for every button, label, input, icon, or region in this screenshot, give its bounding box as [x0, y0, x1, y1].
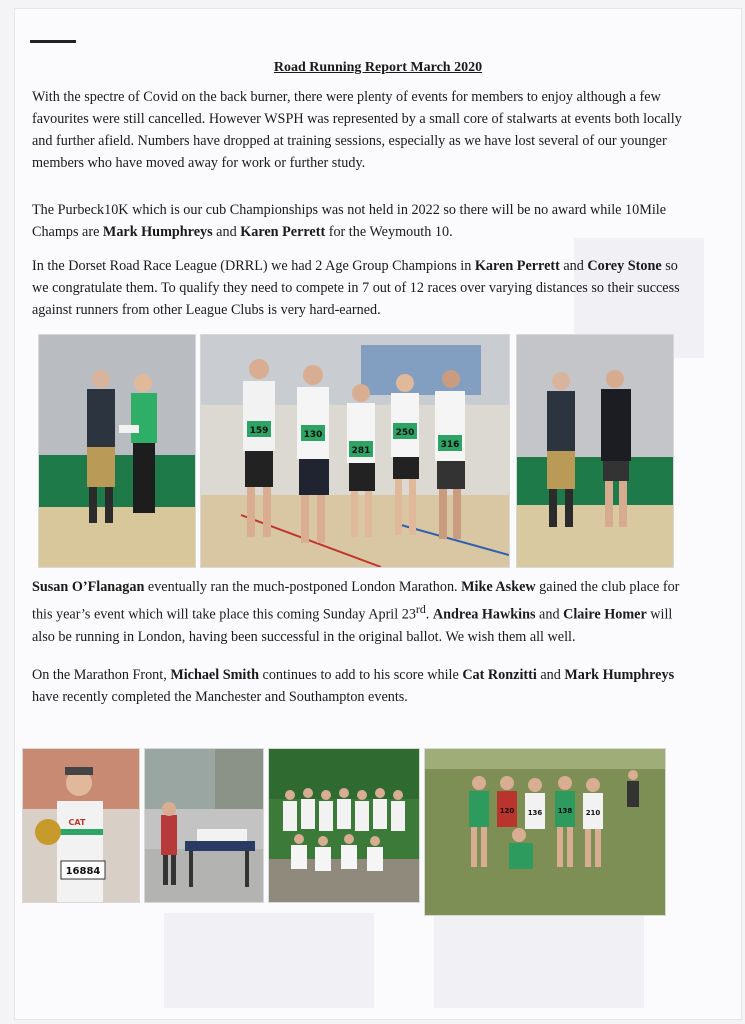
- photo-medal-selfie: [22, 748, 140, 903]
- runner-name: Susan O’Flanagan: [32, 579, 145, 595]
- photo-award-presentation-left: [38, 334, 196, 568]
- bib-number: 130: [303, 430, 323, 440]
- bib-number: 136: [527, 809, 543, 817]
- vest-name: CAT: [68, 818, 86, 827]
- text-run: In the Dorset Road Race League (DRRL) we had 2 Age Group Champions in: [32, 258, 475, 274]
- london-marathon-paragraph: [32, 576, 682, 648]
- runner-name: Cat Ronzitti: [462, 667, 537, 683]
- runner-name: Andrea Hawkins: [432, 606, 536, 623]
- text-run: so we congratulate them. To qualify they need to compete in 7 out of 12 races over varying distances so their success against runners from other League Clubs is very hard-earned.: [32, 258, 680, 318]
- bleed-through-shadow: [164, 913, 374, 1008]
- runner-name: Mike Askew: [461, 579, 536, 595]
- drrl-paragraph: [32, 255, 682, 321]
- corner-rule-mark: [30, 40, 76, 43]
- runner-name: Mark Humphreys: [102, 224, 213, 240]
- ordinal-suffix: rd: [415, 602, 426, 616]
- document-page: [14, 8, 742, 1020]
- runner-name: Claire Homer: [563, 606, 647, 623]
- photo-club-group-park: [268, 748, 420, 903]
- bib-number: 210: [585, 809, 601, 817]
- photo-award-presentation-right: [516, 334, 674, 568]
- photo-club-group-field: [424, 748, 666, 916]
- bib-number: 250: [395, 428, 415, 438]
- text-run: for the Weymouth 10.: [325, 224, 453, 240]
- bib-number: 16884: [65, 866, 101, 877]
- text-run: On the Marathon Front,: [32, 667, 171, 683]
- text-run: and: [536, 667, 565, 683]
- text-run: will also be running in London, having been successful in the original ballot. We wish them all well.: [32, 606, 673, 645]
- text-run: .: [425, 606, 433, 623]
- report-title: Road Running Report March 2020: [273, 60, 483, 75]
- bib-number: 138: [557, 807, 573, 815]
- bib-number: 159: [249, 426, 269, 436]
- text-run: and: [212, 224, 241, 240]
- bib-number: 316: [440, 440, 460, 450]
- marathon-front-paragraph: [32, 664, 682, 708]
- runner-name: Michael Smith: [170, 667, 259, 683]
- championships-paragraph: [32, 199, 682, 243]
- runner-name: Corey Stone: [587, 258, 662, 274]
- bleed-through-shadow: [434, 913, 644, 1008]
- runner-name: Karen Perrett: [240, 224, 326, 240]
- bib-number: 120: [499, 807, 515, 815]
- runner-name: Karen Perrett: [474, 258, 560, 274]
- text-run: continues to add to his score while: [258, 667, 463, 683]
- text-run: gained the club place for this year’s event which will take place this coming Sunday April 23: [32, 579, 680, 623]
- text-run: and: [535, 606, 564, 623]
- photo-group-runners-bibs: [200, 334, 510, 568]
- runner-name: Mark Humphreys: [564, 667, 675, 683]
- text-run: and: [559, 258, 588, 274]
- text-run: eventually ran the much-postponed London Marathon.: [144, 579, 462, 595]
- text-run: have recently completed the Manchester and Southampton events.: [32, 689, 408, 705]
- text-run: The Purbeck10K which is our cub Championships was not held in 2022 so there will be no award while 10Mile Champs are: [32, 202, 666, 240]
- bib-number: 281: [351, 446, 371, 456]
- photo-massage-table: [144, 748, 264, 903]
- intro-paragraph: With the spectre of Covid on the back burner, there were plenty of events for members to enjoy although a few favourites were still cancelled. However WSPH was represented by a small core of stalwarts at events both locally and further afield. Numbers have dropped at training sessions, especially as we have lost several of our younger members who have moved away for work or further study.: [32, 89, 682, 171]
